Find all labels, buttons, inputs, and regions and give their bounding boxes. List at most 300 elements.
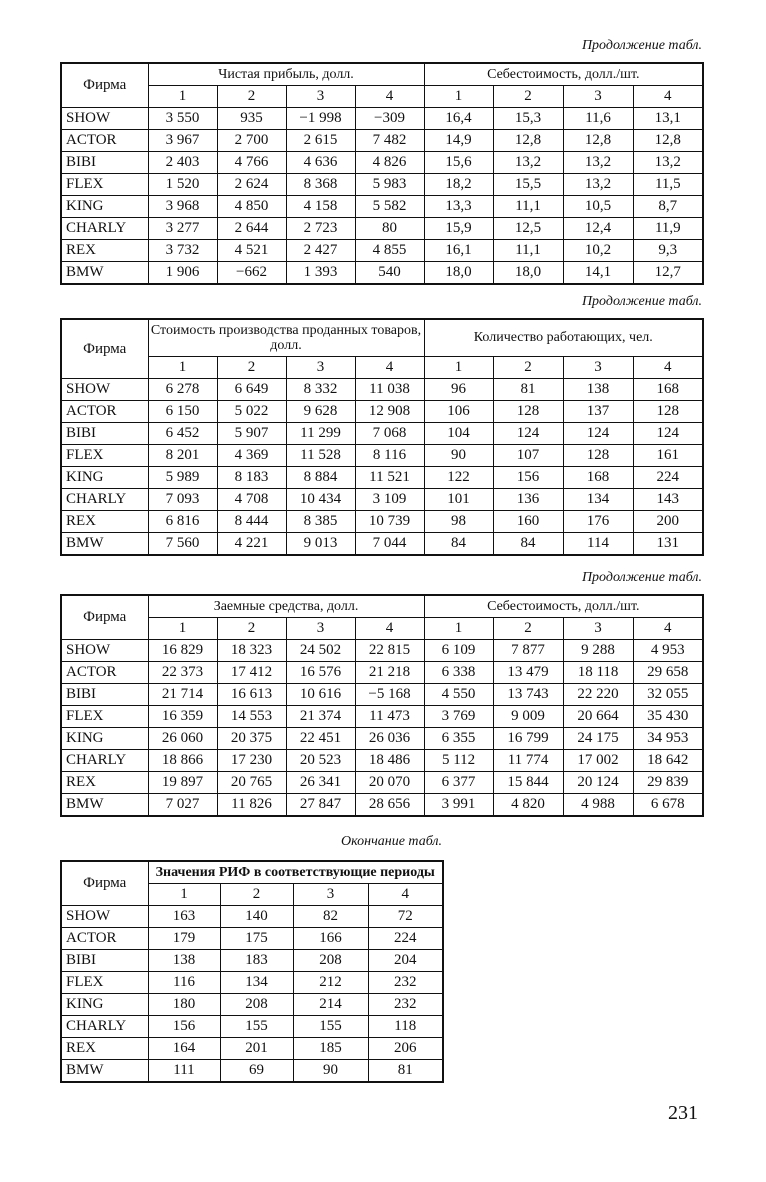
- value-cell: 13,2: [493, 152, 563, 174]
- caption-continuation-1: Продолжение табл.: [581, 38, 702, 53]
- firm-name-cell: SHOW: [61, 640, 148, 662]
- firm-name-cell: CHARLY: [61, 750, 148, 772]
- value-cell: 72: [368, 906, 443, 928]
- value-cell: 540: [355, 262, 424, 285]
- value-cell: 11 826: [217, 794, 286, 817]
- value-cell: 11 774: [493, 750, 563, 772]
- value-cell: 16 829: [148, 640, 217, 662]
- value-cell: 166: [293, 928, 368, 950]
- value-cell: 20 375: [217, 728, 286, 750]
- value-cell: 6 678: [633, 794, 703, 817]
- value-cell: 5 989: [148, 467, 217, 489]
- caption-end: Окончание табл.: [341, 834, 442, 849]
- firm-name-cell: ACTOR: [61, 662, 148, 684]
- value-cell: 20 523: [286, 750, 355, 772]
- value-cell: 118: [368, 1016, 443, 1038]
- value-cell: 21 218: [355, 662, 424, 684]
- value-cell: 10 434: [286, 489, 355, 511]
- value-cell: 13 743: [493, 684, 563, 706]
- value-cell: 179: [148, 928, 220, 950]
- unit-cost-header: Себестоимость, долл./шт.: [424, 595, 703, 618]
- firm-name-cell: KING: [61, 196, 148, 218]
- value-cell: 12,5: [493, 218, 563, 240]
- value-cell: 200: [633, 511, 703, 533]
- firm-name-cell: KING: [61, 467, 148, 489]
- value-cell: 98: [424, 511, 493, 533]
- value-cell: 160: [493, 511, 563, 533]
- value-cell: 81: [493, 379, 563, 401]
- value-cell: 16 799: [493, 728, 563, 750]
- firm-name-cell: KING: [61, 994, 148, 1016]
- value-cell: 35 430: [633, 706, 703, 728]
- firm-name-cell: CHARLY: [61, 218, 148, 240]
- value-cell: 12,8: [633, 130, 703, 152]
- value-cell: 201: [220, 1038, 293, 1060]
- value-cell: 137: [563, 401, 633, 423]
- value-cell: 101: [424, 489, 493, 511]
- table-row: [61, 533, 703, 556]
- value-cell: 176: [563, 511, 633, 533]
- firm-name-cell: BIBI: [61, 152, 148, 174]
- period-header: 2: [220, 884, 293, 906]
- period-header-row: [61, 357, 703, 379]
- value-cell: 12 908: [355, 401, 424, 423]
- value-cell: 13,3: [424, 196, 493, 218]
- value-cell: 224: [368, 928, 443, 950]
- value-cell: 4 550: [424, 684, 493, 706]
- value-cell: 84: [493, 533, 563, 556]
- period-header: 1: [424, 86, 493, 108]
- value-cell: 124: [563, 423, 633, 445]
- value-cell: 6 278: [148, 379, 217, 401]
- table-row: [61, 662, 703, 684]
- value-cell: 15,3: [493, 108, 563, 130]
- value-cell: 11,5: [633, 174, 703, 196]
- period-header: 4: [368, 884, 443, 906]
- value-cell: 1 520: [148, 174, 217, 196]
- value-cell: 9,3: [633, 240, 703, 262]
- value-cell: 82: [293, 906, 368, 928]
- employees-header: Количество работающих, чел.: [424, 319, 703, 357]
- value-cell: 9 009: [493, 706, 563, 728]
- firm-name-cell: REX: [61, 511, 148, 533]
- table-row: [61, 445, 703, 467]
- value-cell: 2 644: [217, 218, 286, 240]
- value-cell: 161: [633, 445, 703, 467]
- value-cell: 13,1: [633, 108, 703, 130]
- value-cell: 14,1: [563, 262, 633, 285]
- firm-name-cell: FLEX: [61, 174, 148, 196]
- firm-name-cell: REX: [61, 1038, 148, 1060]
- value-cell: 3 732: [148, 240, 217, 262]
- value-cell: 24 502: [286, 640, 355, 662]
- table-row: [61, 108, 703, 130]
- value-cell: 14 553: [217, 706, 286, 728]
- value-cell: 12,8: [563, 130, 633, 152]
- value-cell: 232: [368, 994, 443, 1016]
- value-cell: 18 642: [633, 750, 703, 772]
- value-cell: 8 385: [286, 511, 355, 533]
- firm-name-cell: BMW: [61, 794, 148, 817]
- value-cell: 20 124: [563, 772, 633, 794]
- value-cell: 29 839: [633, 772, 703, 794]
- firm-name-cell: BMW: [61, 262, 148, 285]
- value-cell: 206: [368, 1038, 443, 1060]
- table-row: [61, 218, 703, 240]
- value-cell: 185: [293, 1038, 368, 1060]
- value-cell: 17 412: [217, 662, 286, 684]
- value-cell: 208: [293, 950, 368, 972]
- value-cell: 2 723: [286, 218, 355, 240]
- value-cell: 4 521: [217, 240, 286, 262]
- value-cell: 8 201: [148, 445, 217, 467]
- value-cell: 96: [424, 379, 493, 401]
- period-header: 3: [563, 618, 633, 640]
- value-cell: 156: [493, 467, 563, 489]
- value-cell: 208: [220, 994, 293, 1016]
- value-cell: 28 656: [355, 794, 424, 817]
- value-cell: 180: [148, 994, 220, 1016]
- page-number: 231: [668, 1102, 698, 1124]
- table-borrowed-funds-cost: [60, 594, 704, 817]
- value-cell: −309: [355, 108, 424, 130]
- value-cell: 155: [293, 1016, 368, 1038]
- value-cell: 107: [493, 445, 563, 467]
- table-row: [61, 130, 703, 152]
- value-cell: 3 550: [148, 108, 217, 130]
- value-cell: 15 844: [493, 772, 563, 794]
- value-cell: 11 299: [286, 423, 355, 445]
- period-header: 4: [355, 357, 424, 379]
- value-cell: 6 355: [424, 728, 493, 750]
- value-cell: 22 220: [563, 684, 633, 706]
- value-cell: 4 826: [355, 152, 424, 174]
- period-header: 4: [633, 357, 703, 379]
- value-cell: 1 906: [148, 262, 217, 285]
- value-cell: −662: [217, 262, 286, 285]
- value-cell: 4 221: [217, 533, 286, 556]
- value-cell: 19 897: [148, 772, 217, 794]
- firm-name-cell: BMW: [61, 1060, 148, 1083]
- period-header: 3: [563, 86, 633, 108]
- period-header: 1: [424, 618, 493, 640]
- value-cell: 90: [424, 445, 493, 467]
- value-cell: 4 158: [286, 196, 355, 218]
- period-header: 1: [424, 357, 493, 379]
- value-cell: 8,7: [633, 196, 703, 218]
- value-cell: 26 060: [148, 728, 217, 750]
- value-cell: 15,6: [424, 152, 493, 174]
- value-cell: 128: [633, 401, 703, 423]
- value-cell: 6 452: [148, 423, 217, 445]
- table-row: [61, 467, 703, 489]
- value-cell: 131: [633, 533, 703, 556]
- period-header: 4: [355, 86, 424, 108]
- value-cell: 8 368: [286, 174, 355, 196]
- value-cell: 6 338: [424, 662, 493, 684]
- table-row: [61, 152, 703, 174]
- period-header: 1: [148, 357, 217, 379]
- value-cell: 20 070: [355, 772, 424, 794]
- table-row: [61, 240, 703, 262]
- value-cell: 116: [148, 972, 220, 994]
- value-cell: 21 714: [148, 684, 217, 706]
- table-row: [61, 1038, 443, 1060]
- value-cell: 2 624: [217, 174, 286, 196]
- value-cell: 214: [293, 994, 368, 1016]
- value-cell: 7 093: [148, 489, 217, 511]
- value-cell: 80: [355, 218, 424, 240]
- period-header-row: [61, 86, 703, 108]
- table-row: [61, 401, 703, 423]
- value-cell: 22 451: [286, 728, 355, 750]
- unit-cost-header: Себестоимость, долл./шт.: [424, 63, 703, 86]
- value-cell: 2 403: [148, 152, 217, 174]
- value-cell: 7 482: [355, 130, 424, 152]
- firm-name-cell: SHOW: [61, 906, 148, 928]
- period-header: 4: [633, 618, 703, 640]
- value-cell: 3 277: [148, 218, 217, 240]
- value-cell: 84: [424, 533, 493, 556]
- firm-column-header: Фирма: [61, 319, 148, 379]
- value-cell: 13,2: [633, 152, 703, 174]
- value-cell: −5 168: [355, 684, 424, 706]
- firm-name-cell: ACTOR: [61, 130, 148, 152]
- table-row: [61, 196, 703, 218]
- value-cell: 7 877: [493, 640, 563, 662]
- value-cell: 124: [493, 423, 563, 445]
- value-cell: 10 616: [286, 684, 355, 706]
- table-production-cost-employees: [60, 318, 704, 556]
- value-cell: 935: [217, 108, 286, 130]
- value-cell: 16,1: [424, 240, 493, 262]
- value-cell: 6 816: [148, 511, 217, 533]
- value-cell: 175: [220, 928, 293, 950]
- period-header: 2: [493, 618, 563, 640]
- value-cell: 13,2: [563, 152, 633, 174]
- value-cell: 4 850: [217, 196, 286, 218]
- value-cell: 156: [148, 1016, 220, 1038]
- value-cell: 106: [424, 401, 493, 423]
- table-row: [61, 684, 703, 706]
- value-cell: 34 953: [633, 728, 703, 750]
- value-cell: 17 230: [217, 750, 286, 772]
- value-cell: 12,7: [633, 262, 703, 285]
- value-cell: 114: [563, 533, 633, 556]
- value-cell: 138: [148, 950, 220, 972]
- period-header: 3: [286, 618, 355, 640]
- value-cell: 11,1: [493, 240, 563, 262]
- value-cell: 136: [493, 489, 563, 511]
- value-cell: 2 700: [217, 130, 286, 152]
- net-profit-header: Чистая прибыль, долл.: [148, 63, 424, 86]
- value-cell: 4 820: [493, 794, 563, 817]
- value-cell: 5 112: [424, 750, 493, 772]
- value-cell: 163: [148, 906, 220, 928]
- value-cell: 90: [293, 1060, 368, 1083]
- value-cell: 8 183: [217, 467, 286, 489]
- value-cell: 22 373: [148, 662, 217, 684]
- value-cell: 168: [563, 467, 633, 489]
- value-cell: 11,1: [493, 196, 563, 218]
- value-cell: 138: [563, 379, 633, 401]
- value-cell: 16,4: [424, 108, 493, 130]
- caption-continuation-2: Продолжение табл.: [581, 294, 702, 309]
- value-cell: 7 068: [355, 423, 424, 445]
- firm-name-cell: ACTOR: [61, 928, 148, 950]
- firm-name-cell: REX: [61, 772, 148, 794]
- value-cell: 27 847: [286, 794, 355, 817]
- value-cell: 8 332: [286, 379, 355, 401]
- value-cell: 16 359: [148, 706, 217, 728]
- table-row: [61, 489, 703, 511]
- value-cell: 21 374: [286, 706, 355, 728]
- table-row: [61, 750, 703, 772]
- rif-values-header: Значения РИФ в соответствующие периоды: [148, 861, 443, 884]
- value-cell: 81: [368, 1060, 443, 1083]
- firm-name-cell: BMW: [61, 533, 148, 556]
- value-cell: 124: [633, 423, 703, 445]
- value-cell: 18 486: [355, 750, 424, 772]
- value-cell: 6 150: [148, 401, 217, 423]
- value-cell: 11,6: [563, 108, 633, 130]
- value-cell: 20 664: [563, 706, 633, 728]
- firm-name-cell: ACTOR: [61, 401, 148, 423]
- value-cell: 16 576: [286, 662, 355, 684]
- value-cell: 15,5: [493, 174, 563, 196]
- value-cell: 7 044: [355, 533, 424, 556]
- value-cell: 2 615: [286, 130, 355, 152]
- period-header: 3: [293, 884, 368, 906]
- table-row: [61, 379, 703, 401]
- value-cell: 11 473: [355, 706, 424, 728]
- value-cell: 212: [293, 972, 368, 994]
- table-row: [61, 728, 703, 750]
- value-cell: 122: [424, 467, 493, 489]
- value-cell: 6 377: [424, 772, 493, 794]
- value-cell: 13,2: [563, 174, 633, 196]
- value-cell: 9 628: [286, 401, 355, 423]
- value-cell: 18,0: [424, 262, 493, 285]
- value-cell: 17 002: [563, 750, 633, 772]
- value-cell: 10,5: [563, 196, 633, 218]
- value-cell: 155: [220, 1016, 293, 1038]
- table-row: [61, 972, 443, 994]
- table-row: [61, 1060, 443, 1083]
- value-cell: 11,9: [633, 218, 703, 240]
- table-row: [61, 950, 443, 972]
- value-cell: 164: [148, 1038, 220, 1060]
- table-net-profit-cost: [60, 62, 704, 285]
- value-cell: 3 968: [148, 196, 217, 218]
- table-row: [61, 994, 443, 1016]
- table-row: [61, 423, 703, 445]
- value-cell: 4 766: [217, 152, 286, 174]
- table-row: [61, 511, 703, 533]
- borrowed-funds-header: Заемные средства, долл.: [148, 595, 424, 618]
- value-cell: 3 991: [424, 794, 493, 817]
- value-cell: 24 175: [563, 728, 633, 750]
- firm-name-cell: BIBI: [61, 950, 148, 972]
- value-cell: 11 521: [355, 467, 424, 489]
- value-cell: 7 560: [148, 533, 217, 556]
- period-header: 1: [148, 884, 220, 906]
- firm-name-cell: SHOW: [61, 108, 148, 130]
- value-cell: 104: [424, 423, 493, 445]
- firm-name-cell: SHOW: [61, 379, 148, 401]
- caption-continuation-3: Продолжение табл.: [581, 570, 702, 585]
- value-cell: 9 288: [563, 640, 633, 662]
- value-cell: 8 884: [286, 467, 355, 489]
- firm-name-cell: CHARLY: [61, 489, 148, 511]
- value-cell: 5 907: [217, 423, 286, 445]
- value-cell: 7 027: [148, 794, 217, 817]
- value-cell: 168: [633, 379, 703, 401]
- period-header: 2: [493, 357, 563, 379]
- value-cell: 128: [563, 445, 633, 467]
- table-row: [61, 928, 443, 950]
- value-cell: 2 427: [286, 240, 355, 262]
- period-header: 1: [148, 618, 217, 640]
- value-cell: 3 109: [355, 489, 424, 511]
- table-row: [61, 706, 703, 728]
- firm-name-cell: FLEX: [61, 706, 148, 728]
- value-cell: 6 649: [217, 379, 286, 401]
- production-cost-header: Стоимость производства проданных товаров, долл.: [148, 319, 424, 357]
- value-cell: 4 708: [217, 489, 286, 511]
- value-cell: 14,9: [424, 130, 493, 152]
- firm-name-cell: KING: [61, 728, 148, 750]
- value-cell: 10 739: [355, 511, 424, 533]
- value-cell: 224: [633, 467, 703, 489]
- firm-name-cell: BIBI: [61, 423, 148, 445]
- firm-name-cell: BIBI: [61, 684, 148, 706]
- table-row: [61, 262, 703, 285]
- firm-name-cell: CHARLY: [61, 1016, 148, 1038]
- firm-name-cell: FLEX: [61, 445, 148, 467]
- value-cell: 26 341: [286, 772, 355, 794]
- period-header: 3: [286, 86, 355, 108]
- period-header: 3: [563, 357, 633, 379]
- period-header-row: [61, 618, 703, 640]
- value-cell: 18 323: [217, 640, 286, 662]
- table-row: [61, 772, 703, 794]
- period-header: 1: [148, 86, 217, 108]
- value-cell: 8 116: [355, 445, 424, 467]
- value-cell: 4 953: [633, 640, 703, 662]
- firm-name-cell: REX: [61, 240, 148, 262]
- value-cell: 128: [493, 401, 563, 423]
- table-row: [61, 640, 703, 662]
- value-cell: 32 055: [633, 684, 703, 706]
- value-cell: 232: [368, 972, 443, 994]
- value-cell: 29 658: [633, 662, 703, 684]
- period-header: 2: [217, 618, 286, 640]
- value-cell: 15,9: [424, 218, 493, 240]
- value-cell: 18 866: [148, 750, 217, 772]
- value-cell: 143: [633, 489, 703, 511]
- value-cell: 20 765: [217, 772, 286, 794]
- value-cell: 13 479: [493, 662, 563, 684]
- value-cell: 134: [220, 972, 293, 994]
- value-cell: 204: [368, 950, 443, 972]
- table-row: [61, 794, 703, 817]
- value-cell: 12,8: [493, 130, 563, 152]
- firm-column-header: Фирма: [61, 63, 148, 108]
- value-cell: 9 013: [286, 533, 355, 556]
- firm-column-header: Фирма: [61, 595, 148, 640]
- value-cell: 4 369: [217, 445, 286, 467]
